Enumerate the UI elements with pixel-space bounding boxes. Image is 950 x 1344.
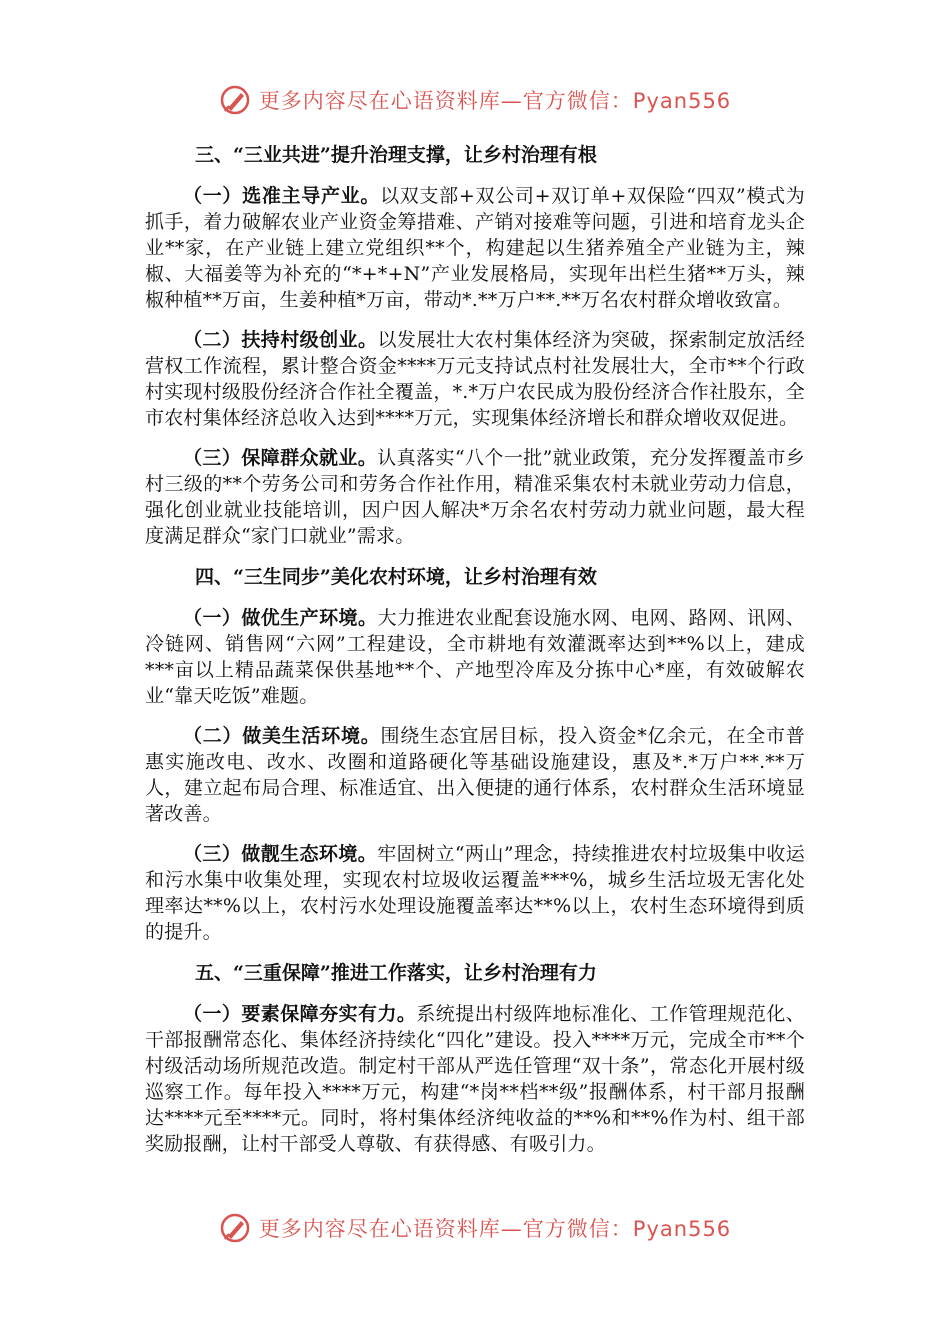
paragraph-lead: （二）做美生活环境。 — [183, 725, 381, 747]
paragraph-body: 系统提出村级阵地标准化、工作管理规范化、干部报酬常态化、集体经济持续化“四化”建设。投入****万元，完成全市**个村级活动场所规范改造。制定村干部从严选任管理“双十条”，常态化开展村级巡察工作。每年投入****万元，构建“*岗**档**级”报酬体系，村干部月报酬达****元至****元。同时，将村集体经济纯收益的**%和**%作为村、组干部奖励报酬，让村干部受人尊敬、有获得感、有吸引力。 — [145, 1003, 805, 1155]
paragraph-lead: （一）做优生产环境。 — [183, 607, 378, 629]
paragraph-body: 围绕生态宜居目标，投入资金*亿余元，在全市普惠实施改电、改水、改圈和道路硬化等基础设施建设，惠及*.*万户**.**万人，建立起布局合理、标准适宜、出入便捷的通行体系，农村群众生活环境显著改善。 — [145, 725, 805, 825]
section-heading: 四、“三生同步”美化农村环境，让乡村治理有效 — [195, 566, 597, 588]
paragraph-body: 以双支部+双公司+双订单+双保险“四双”模式为抓手，着力破解农业产业资金筹措难、产销对接难等问题，引进和培育龙头企业**家，在产业链上建立党组织**个，构建起以生猪养殖全产业链为主，辣椒、大福姜等为补充的“*+*+N”产业发展格局，实现年出栏生猪**万头，辣椒种植**万亩，生姜种植*万亩，带动*.**万户**.**万名农村群众增收致富。 — [145, 185, 805, 311]
paragraph-body: 以发展壮大农村集体经济为突破，探索制定放活经营权工作流程，累计整合资金****万元支持试点村社发展壮大，全市**个行政村实现村级股份经济合作社全覆盖，*.*万户农民成为股份经济合作社股东，全市农村集体经济总收入达到****万元，实现集体经济增长和群众增收双促进。 — [145, 329, 805, 429]
paragraph — [145, 841, 805, 945]
paragraph-lead: （三）保障群众就业。 — [183, 447, 378, 469]
section-heading: 三、“三业共进”提升治理支撑，让乡村治理有根 — [195, 144, 597, 166]
paragraph-body: 牢固树立“两山”理念，持续推进农村垃圾集中收运和污水集中收集处理，实现农村垃圾收运覆盖***%，城乡生活垃圾无害化处理率达**%以上，农村污水处理设施覆盖率达**%以上，农村生态环境得到质的提升。 — [145, 843, 805, 943]
paragraph — [145, 723, 805, 827]
banner-text: 更多内容尽在心语资料库—官方微信：Pyan556 — [258, 1217, 732, 1241]
document-body — [145, 141, 805, 1171]
paragraph — [145, 327, 805, 431]
header-banner — [0, 84, 950, 116]
paragraph — [145, 1001, 805, 1157]
banner-text: 更多内容尽在心语资料库—官方微信：Pyan556 — [258, 89, 732, 113]
paragraph-body: 大力推进农业配套设施水网、电网、路网、讯网、冷链网、销售网“六网”工程建设，全市耕地有效灌溉率达到**%以上，建成***亩以上精品蔬菜保供基地**个、产地型冷库及分拣中心*座，有效破解农业“靠天吃饭”难题。 — [145, 607, 805, 707]
paragraph-lead: （二）扶持村级创业。 — [183, 329, 378, 351]
paragraph — [145, 183, 805, 313]
pen-logo-icon — [219, 1212, 251, 1244]
paragraph — [145, 605, 805, 709]
pen-logo-icon — [219, 84, 251, 116]
paragraph-body: 认真落实“八个一批”就业政策，充分发挥覆盖市乡村三级的**个劳务公司和劳务合作社作用，精准采集农村未就业劳动力信息，强化创业就业技能培训，因户因人解决*万余名农村劳动力就业问题，最大程度满足群众“家门口就业”需求。 — [145, 447, 805, 547]
paragraph-lead: （一）选准主导产业。 — [183, 185, 381, 207]
paragraph-lead: （一）要素保障夯实有力。 — [183, 1003, 417, 1025]
paragraph — [145, 445, 805, 549]
paragraph-lead: （三）做靓生态环境。 — [183, 843, 378, 865]
section-heading: 五、“三重保障”推进工作落实，让乡村治理有力 — [195, 962, 597, 984]
footer-banner — [0, 1212, 950, 1244]
